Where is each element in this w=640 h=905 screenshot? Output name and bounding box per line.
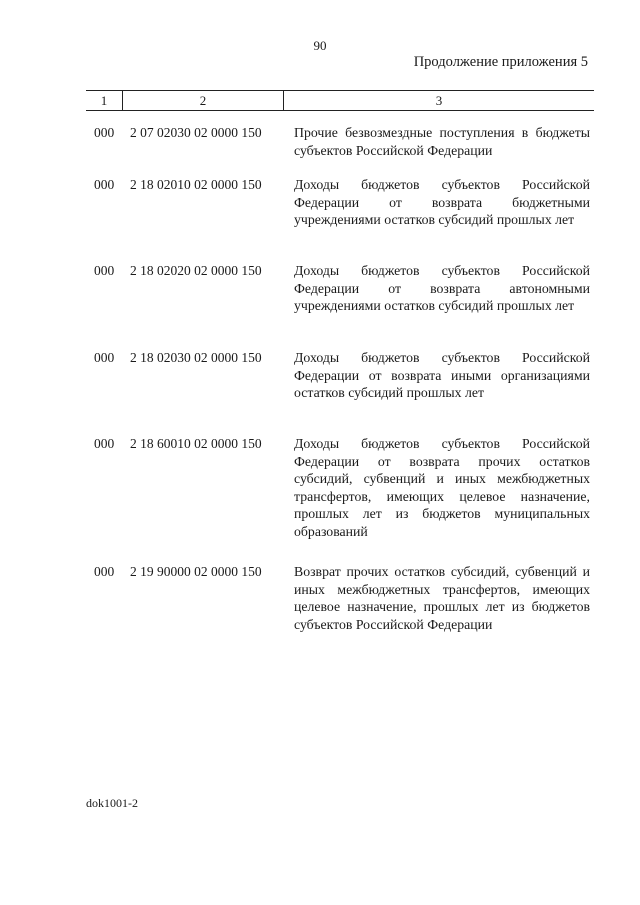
kbk-code: 2 18 02010 02 0000 150	[130, 177, 262, 192]
header-col-2: 2	[123, 91, 284, 110]
row-description: Доходы бюджетов субъектов Российской Федерации от возврата иными организациями остатков субсидий прошлых лет	[294, 350, 590, 400]
table-header	[86, 90, 594, 111]
row-description: Прочие безвозмездные поступления в бюджеты субъектов Российской Федерации	[294, 125, 590, 158]
row-description: Доходы бюджетов субъектов Российской Федерации от возврата автономными учреждениями остатков субсидий прошлых лет	[294, 263, 590, 313]
kbk-code: 2 18 02020 02 0000 150	[130, 263, 262, 278]
admin-code: 000	[94, 263, 115, 278]
header-col-1: 1	[86, 91, 123, 110]
page-number: 90	[313, 38, 327, 53]
admin-code: 000	[94, 125, 115, 140]
kbk-code: 2 18 02030 02 0000 150	[130, 350, 262, 365]
row-description: Доходы бюджетов субъектов Российской Федерации от возврата бюджетными учреждениями остатков субсидий прошлых лет	[294, 177, 590, 227]
admin-code: 000	[94, 350, 115, 365]
kbk-code: 2 07 02030 02 0000 150	[130, 125, 262, 140]
row-description: Доходы бюджетов субъектов Российской Федерации от возврата прочих остатков субсидий, субвенций и иных межбюджетных трансфертов, имеющих целевое назначение, прошлых лет из бюджетов муниципальных образований	[294, 436, 590, 539]
admin-code: 000	[94, 564, 115, 579]
admin-code: 000	[94, 436, 115, 451]
document-code: dok1001-2	[86, 796, 138, 810]
kbk-code: 2 19 90000 02 0000 150	[130, 564, 262, 579]
header-col-3: 3	[435, 93, 443, 108]
continuation-title: Продолжение приложения 5	[413, 54, 588, 70]
admin-code: 000	[94, 177, 115, 192]
row-description: Возврат прочих остатков субсидий, субвенций и иных межбюджетных трансфертов, имеющих целевое назначение, прошлых лет из бюджетов субъектов Российской Федерации	[294, 564, 590, 632]
kbk-code: 2 18 60010 02 0000 150	[130, 436, 262, 451]
